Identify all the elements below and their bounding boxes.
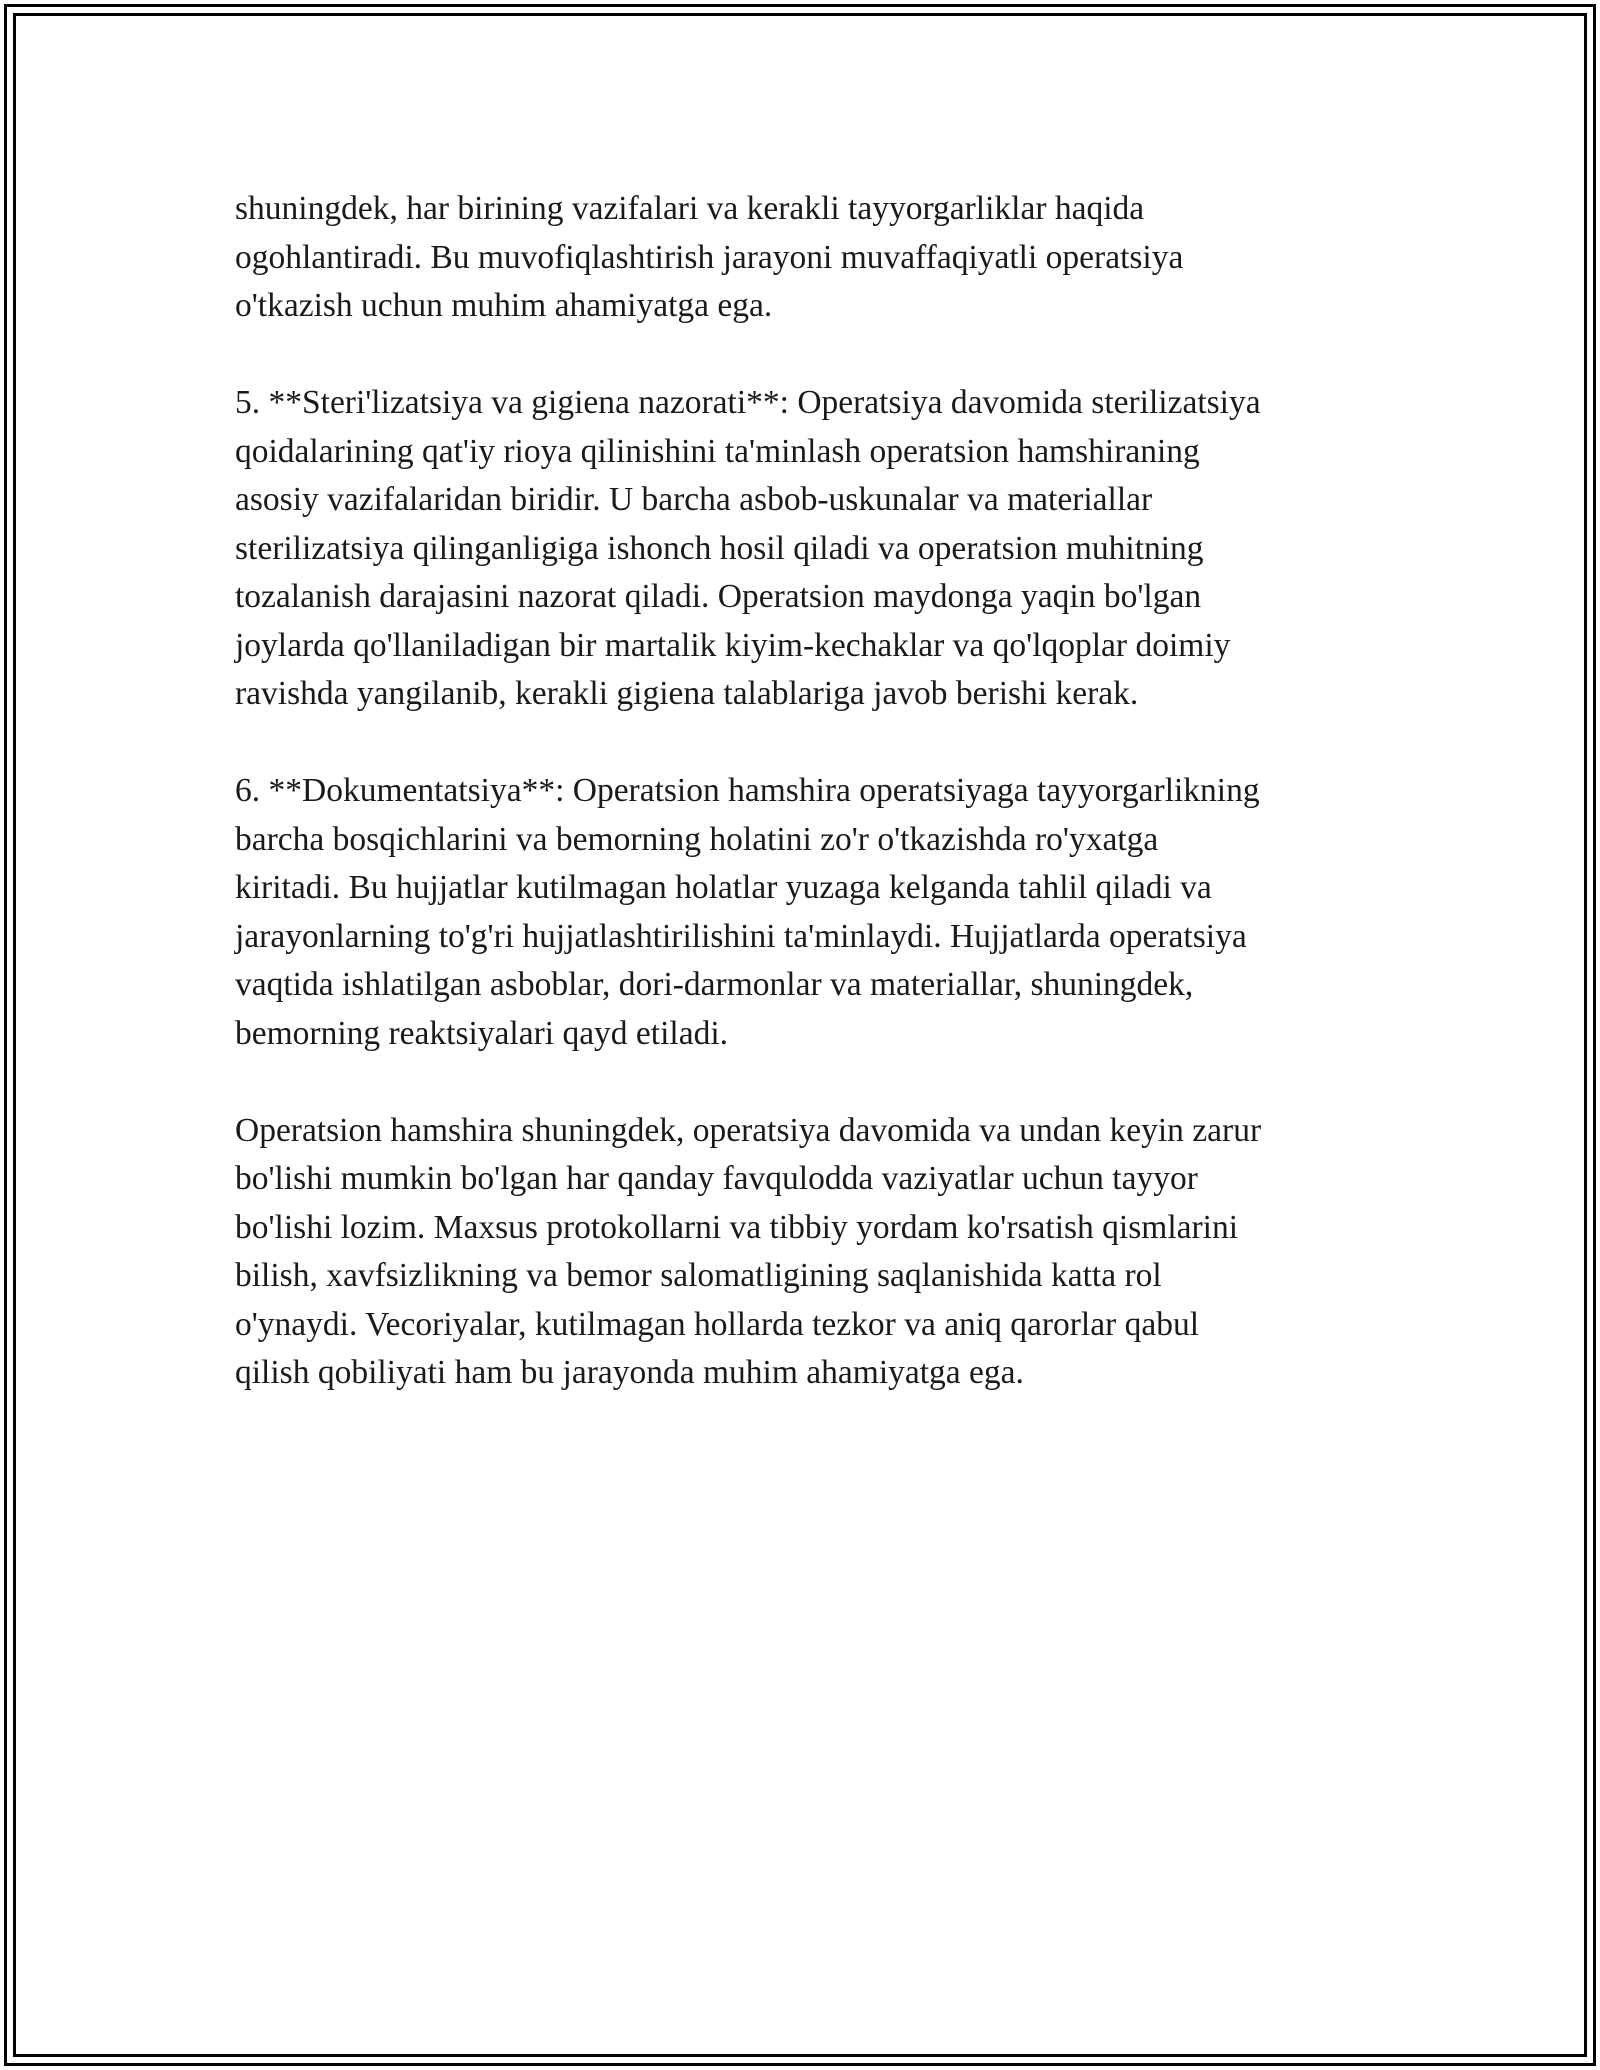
paragraph-sterilization-control: 5. **Steri'lizatsiya va gigiena nazorati**: Operatsiya davomida sterilizatsiya qoidalarining qat'iy rioya qilinishini ta'minlash operatsion hamshiraning asosiy vazifalaridan biridir. U barcha asbob-uskunalar va materiallar sterilizatsiya qilinganligiga ishonch hosil qiladi va operatsion muhitning tozalanish darajasini nazorat qiladi. Operatsion maydonga yaqin bo'lgan joylarda qo'llaniladigan bir martalik kiyim-kechaklar va qo'lqoplar doimiy ravishda yangilanib, kerakli gigiena talablariga javob berishi kerak. bbox=[235, 384, 1261, 712]
paragraph-intro-continuation: shuningdek, har birining vazifalari va kerakli tayyorgarliklar haqida ogohlantiradi. Bu muvofiqlashtirish jarayoni muvaffaqiyatli operatsiya o'tkazish uchun muhim ahamiyatga ega. bbox=[235, 190, 1184, 324]
paragraph-emergency-readiness: Operatsion hamshira shuningdek, operatsiya davomida va undan keyin zarur bo'lishi mumkin bo'lgan har qanday favqulodda vaziyatlar uchun tayyor bo'lishi lozim. Maxsus protokollarni va tibbiy yordam ko'rsatish qismlarini bilish, xavfsizlikning va bemor salomatligining saqlanishida katta rol o'ynaydi. Vecoriyalar, kutilmagan hollarda tezkor va aniq qarorlar qabul qilish qobiliyati ham bu jarayonda muhim ahamiyatga ega. bbox=[235, 1111, 1262, 1391]
paragraph-documentation: 6. **Dokumentatsiya**: Operatsion hamshira operatsiyaga tayyorgarlikning barcha bosqichlarini va bemorning holatini zo'r o'tkazishda ro'yxatga kiritadi. Bu hujjatlar kutilmagan holatlar yuzaga kelganda tahlil qiladi va jarayonlarning to'g'ri hujjatlashtirilishini ta'minlaydi. Hujjatlarda operatsiya vaqtida ishlatilgan asboblar, dori-darmonlar va materiallar, shuningdek, bemorning reaktsiyalari qayd etiladi. bbox=[235, 772, 1260, 1052]
document-body bbox=[235, 185, 1365, 1446]
